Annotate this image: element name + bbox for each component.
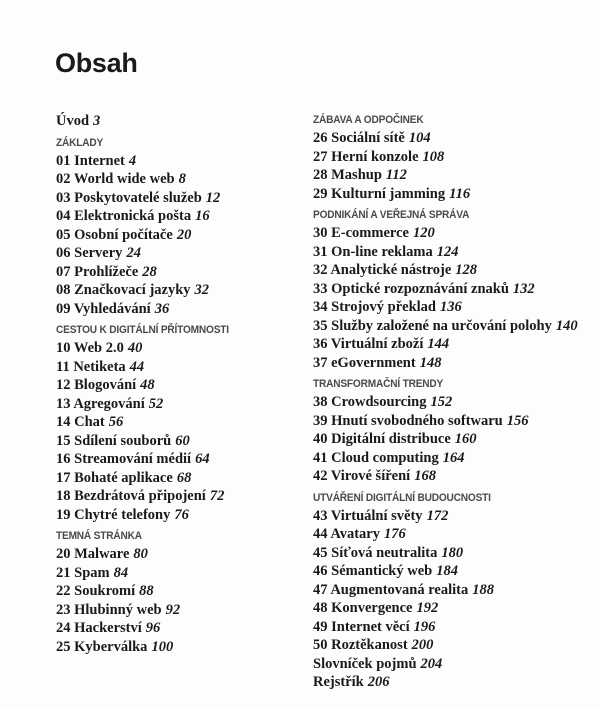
- toc-entry: [313, 354, 600, 373]
- toc-entry: [313, 148, 600, 167]
- toc-entry: [56, 545, 306, 564]
- toc-entry: [313, 166, 600, 185]
- entry-page-number: 144: [427, 336, 450, 352]
- entry-title: 07 Prohlížeče: [56, 263, 139, 280]
- toc-entry: [56, 432, 306, 451]
- entry-page-number: 60: [175, 432, 190, 449]
- entry-page-number: 96: [145, 620, 161, 636]
- entry-page-number: 28: [142, 263, 157, 280]
- entry-title: 23 Hlubinný web: [56, 601, 162, 618]
- entry-title: 14 Chat: [56, 414, 105, 430]
- entry-page-number: 84: [113, 564, 129, 581]
- toc-entry: [56, 263, 306, 282]
- entry-title: Slovníček pojmů: [313, 655, 417, 672]
- entry-title: 39 Hnutí svobodného softwaru: [313, 412, 503, 429]
- toc-entry: [313, 317, 600, 336]
- toc-entry: [56, 281, 306, 300]
- entry-title: 45 Síťová neutralita: [313, 544, 438, 561]
- entry-page-number: 52: [148, 395, 164, 412]
- entry-title: 20 Malware: [56, 546, 130, 562]
- entry-title: 34 Strojový překlad: [313, 299, 436, 315]
- entry-page-number: 188: [472, 581, 494, 598]
- toc-entry: [313, 618, 600, 637]
- entry-page-number: 120: [412, 225, 435, 241]
- entry-title: 26 Sociální sítě: [313, 130, 405, 146]
- entry-title: 48 Konvergence: [313, 600, 413, 616]
- toc-entry: [313, 298, 600, 317]
- entry-page-number: 180: [441, 544, 464, 561]
- toc-entry: [56, 506, 306, 525]
- entry-page-number: 12: [205, 189, 221, 206]
- entry-title: 33 Optické rozpoznávání znaků: [313, 280, 509, 297]
- toc-entry: [313, 430, 600, 449]
- toc-entry: [313, 544, 600, 563]
- entry-page-number: 56: [108, 414, 124, 430]
- entry-title: 36 Virtuální zboží: [313, 336, 424, 352]
- entry-page-number: 116: [449, 185, 471, 202]
- entry-title: 08 Značkovací jazyky: [56, 282, 191, 298]
- toc-entry: [56, 619, 306, 638]
- entry-title: Úvod: [56, 113, 90, 129]
- toc-entry: [313, 412, 600, 431]
- entry-page-number: 40: [127, 340, 143, 356]
- toc-entry: [313, 335, 600, 354]
- entry-page-number: 64: [195, 451, 210, 467]
- toc-column-right: [313, 108, 600, 692]
- toc-entry: [313, 224, 600, 243]
- entry-page-number: 206: [367, 674, 390, 690]
- entry-page-number: 16: [195, 208, 210, 224]
- toc-entry: [313, 243, 600, 262]
- entry-page-number: 8: [178, 171, 186, 187]
- entry-title: 40 Digitální distribuce: [313, 431, 451, 447]
- entry-title: 37 eGovernment: [313, 354, 416, 371]
- entry-page-number: 36: [154, 300, 170, 317]
- toc-entry: [56, 112, 306, 131]
- entry-page-number: 152: [430, 394, 453, 410]
- page-title: Obsah: [55, 48, 138, 78]
- entry-title: 12 Blogování: [56, 377, 137, 393]
- entry-page-number: 108: [422, 148, 445, 165]
- entry-title: 41 Cloud computing: [313, 449, 439, 466]
- entry-title: 28 Mashup: [313, 167, 382, 183]
- entry-title: 42 Virové šíření: [313, 468, 411, 484]
- toc-entry: [56, 638, 306, 657]
- toc-entry: [313, 599, 600, 618]
- entry-title: 21 Spam: [56, 564, 110, 581]
- entry-page-number: 44: [129, 358, 145, 375]
- toc-entry: [56, 450, 306, 469]
- entry-page-number: 184: [436, 563, 458, 579]
- entry-page-number: 20: [176, 226, 192, 243]
- entry-page-number: 196: [413, 618, 436, 635]
- toc-entry: [56, 189, 306, 208]
- section-heading: ZÁBAVA A ODPOČINEK: [313, 114, 424, 126]
- toc-entry: [56, 226, 306, 245]
- toc-entry: [313, 562, 600, 581]
- entry-title: 10 Web 2.0: [56, 340, 124, 356]
- toc-entry: [313, 467, 600, 486]
- entry-title: 01 Internet: [56, 152, 125, 169]
- toc-column-left: [56, 112, 306, 656]
- entry-page-number: 68: [176, 469, 192, 486]
- toc-entry: [56, 413, 306, 432]
- entry-title: 16 Streamování médií: [56, 451, 192, 467]
- toc-entry: [313, 673, 600, 692]
- entry-title: 30 E-commerce: [313, 225, 409, 241]
- toc-entry: [56, 395, 306, 414]
- entry-title: 24 Hackerství: [56, 620, 142, 636]
- entry-page-number: 32: [194, 282, 210, 298]
- entry-title: 13 Agregování: [56, 395, 145, 412]
- entry-title: 29 Kulturní jamming: [313, 185, 446, 202]
- toc-entry: [313, 507, 600, 526]
- entry-page-number: 164: [442, 449, 465, 466]
- entry-page-number: 136: [440, 299, 462, 315]
- entry-page-number: 132: [512, 280, 535, 297]
- entry-title: 43 Virtuální světy: [313, 507, 423, 524]
- section-heading: TEMNÁ STRÁNKA: [56, 530, 142, 542]
- toc-entry: [56, 170, 306, 189]
- entry-title: 04 Elektronická pošta: [56, 208, 192, 224]
- entry-page-number: 124: [436, 243, 459, 260]
- entry-title: 03 Poskytovatelé služeb: [56, 189, 202, 206]
- toc-entry: [56, 487, 306, 506]
- entry-page-number: 156: [506, 412, 529, 429]
- toc-entry: [313, 525, 600, 544]
- entry-title: 49 Internet věcí: [313, 618, 410, 635]
- entry-page-number: 100: [151, 638, 174, 655]
- toc-entry: [56, 244, 306, 263]
- entry-page-number: 192: [416, 600, 439, 616]
- entry-title: Rejstřík: [313, 674, 364, 690]
- entry-page-number: 128: [455, 262, 478, 278]
- toc-entry: [56, 469, 306, 488]
- entry-title: 46 Sémantický web: [313, 563, 433, 579]
- toc-entry: [56, 582, 306, 601]
- toc-entry: [56, 564, 306, 583]
- entry-title: 25 Kyberválka: [56, 638, 148, 655]
- entry-page-number: 176: [384, 526, 406, 542]
- toc-entry: [56, 358, 306, 377]
- toc-entry: [313, 655, 600, 674]
- entry-page-number: 4: [128, 152, 137, 169]
- entry-page-number: 48: [140, 377, 155, 393]
- entry-page-number: 72: [209, 488, 225, 504]
- entry-page-number: 168: [414, 468, 436, 484]
- toc-entry: [313, 280, 600, 299]
- entry-title: 19 Chytré telefony: [56, 506, 171, 523]
- entry-title: 22 Soukromí: [56, 583, 136, 599]
- entry-page-number: 88: [139, 583, 154, 599]
- entry-page-number: 200: [411, 637, 434, 653]
- entry-page-number: 80: [133, 546, 148, 562]
- entry-title: 44 Avatary: [313, 526, 380, 542]
- entry-title: 15 Sdílení souborů: [56, 432, 172, 449]
- section-heading: UTVÁŘENÍ DIGITÁLNÍ BUDOUCNOSTI: [313, 491, 491, 504]
- section-heading: ZÁKLADY: [56, 136, 104, 149]
- entry-title: 38 Crowdsourcing: [313, 394, 427, 410]
- toc-entry: [313, 636, 600, 655]
- entry-page-number: 160: [454, 431, 477, 447]
- toc-entry: [56, 300, 306, 319]
- entry-title: 05 Osobní počítače: [56, 226, 173, 243]
- entry-page-number: 3: [93, 113, 101, 129]
- entry-title: 47 Augmentovaná realita: [313, 581, 469, 598]
- entry-title: 11 Netiketa: [56, 358, 126, 375]
- entry-title: 06 Servery: [56, 245, 123, 261]
- entry-title: 17 Bohaté aplikace: [56, 469, 173, 486]
- entry-page-number: 140: [555, 317, 578, 334]
- toc-entry: [56, 376, 306, 395]
- toc-entry: [313, 581, 600, 600]
- toc-entry: [313, 393, 600, 412]
- toc-entry: [313, 261, 600, 280]
- entry-title: 50 Roztěkanost: [313, 637, 408, 653]
- entry-page-number: 92: [165, 601, 181, 618]
- entry-title: 02 World wide web: [56, 171, 175, 187]
- entry-title: 27 Herní konzole: [313, 148, 419, 165]
- toc-entry: [313, 185, 600, 204]
- entry-title: 35 Služby založené na určování polohy: [313, 317, 552, 334]
- section-heading: PODNIKÁNÍ A VEŘEJNÁ SPRÁVA: [313, 209, 470, 221]
- entry-page-number: 172: [426, 507, 449, 524]
- entry-page-number: 104: [408, 130, 431, 146]
- entry-page-number: 76: [174, 506, 189, 523]
- toc-entry: [56, 207, 306, 226]
- entry-page-number: 24: [126, 245, 141, 261]
- toc-entry: [313, 129, 600, 148]
- entry-title: 32 Analytické nástroje: [313, 262, 452, 278]
- toc-entry: [56, 152, 306, 171]
- entry-page-number: 148: [419, 354, 442, 371]
- entry-page-number: 112: [385, 167, 407, 183]
- toc-entry: [56, 601, 306, 620]
- entry-title: 09 Vyhledávání: [56, 300, 151, 317]
- entry-page-number: 204: [420, 655, 443, 672]
- entry-title: 31 On-line reklama: [313, 243, 433, 260]
- section-heading: CESTOU K DIGITÁLNÍ PŘÍTOMNOSTI: [56, 324, 229, 336]
- toc-entry: [313, 449, 600, 468]
- toc-entry: [56, 339, 306, 358]
- section-heading: TRANSFORMAČNÍ TRENDY: [313, 378, 444, 390]
- entry-title: 18 Bezdrátová připojení: [56, 488, 206, 504]
